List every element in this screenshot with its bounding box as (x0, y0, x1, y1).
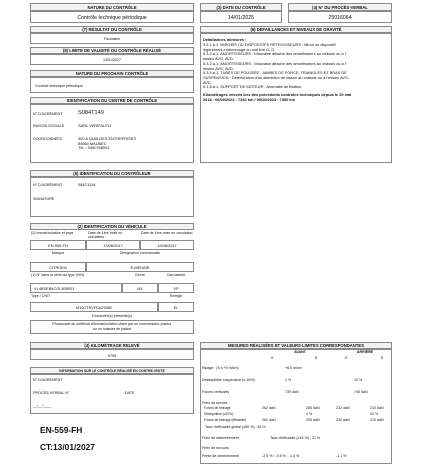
frein-secours-label: Frein de secours (202, 446, 229, 450)
type-cnit-label: Type / CNIT (31, 294, 51, 298)
immat-label: (2) Immatriculation et pays (31, 231, 74, 235)
nature-controle-header: NATURE DU CONTRÔLE (30, 3, 194, 11)
contre-visite-header: INFORMATION SUR LE CONTRÔLE RÉALISÉ EN CONTRE-VISITE (30, 367, 194, 374)
frein-cell-arg: 232 daN (336, 406, 350, 410)
defaillance-line: 5.3.2.a.1. AMORTISSEURS : Mauvaise attache des amortisseurs au châssis ou à l' (203, 60, 347, 66)
sticker-immat: EN-559-FH (40, 425, 83, 435)
avant-header: AVANT (294, 350, 306, 354)
frein-cell-avd: 255 daN (306, 418, 320, 422)
frein-cell-avd: 255 daN (306, 406, 320, 410)
energie-label: Énergie (169, 294, 183, 298)
date-mec2-label: Date de 1ère mise en circulation (141, 231, 193, 235)
genre-value: M1 (122, 283, 158, 293)
raison-sociale-label: RAISON SOCIALE (33, 124, 65, 128)
carrosserie-label: Carrosserie (166, 273, 186, 277)
date-controle-value: 14/01/2025 (200, 11, 282, 23)
frein-row (204, 418, 392, 424)
mesures-header: MESURES RÉALISÉES ET VALEURS LIMITES CORRESPONDANTES (200, 342, 392, 349)
frein-cell-label: Forces de freinage (efficacité) (204, 418, 247, 422)
vin-label: (1) N° dans la série du type (VIN) (31, 273, 84, 277)
defaillances-header: (6) DÉFAILLANCES ET NIVEAUX DE GRAVITÉ (200, 26, 392, 33)
km-history-line: 2018 : 06/09/2023 : 7342 km / 09/10/2023 : 7350 km (203, 97, 295, 102)
defaillance-line: essieu AVG, AVD. (203, 56, 234, 62)
limite-validite-value: 13/01/2027 (30, 54, 194, 65)
arriere-g: G (344, 356, 348, 360)
type-cnit-value: M10CTRVP0A25982 (30, 302, 158, 312)
contre-visite-date-label: DATE (125, 391, 135, 395)
nature-controle-value: Contrôle technique périodique (30, 11, 194, 23)
defaillance-line: 3.3.1.b.1. MIROIRS OU DISPOSITIFS RÉTROVISEURS : Miroir ou dispositif (203, 42, 336, 47)
parallelisme-label: Pente de cheminement (202, 454, 239, 458)
taux-service: Taux d'efficacité global (≥50 %) : 64 % (205, 425, 266, 429)
signature-label: SIGNATURE (33, 197, 55, 201)
frein-cell-ard: 210 daN (370, 418, 384, 422)
ripage-label: Ripage : (5 à +5 m/km) (202, 366, 239, 370)
marque-label: Marque (51, 251, 65, 255)
ripage-value: +6.0 m/km (285, 366, 302, 370)
parallelisme-value: -2.5 % / -0.5 % : -1.4 % (262, 454, 300, 458)
defaillance-line: légèrement endommagé ou mal fixé G, D. (203, 46, 276, 52)
desequilibre-av: 2 % (285, 378, 292, 382)
date-mec-value: 13/06/2017 (86, 240, 140, 250)
carrosserie-value: VP (158, 283, 194, 293)
coordonnees-value (78, 137, 136, 151)
stationnement-value: Taux d'efficacité (≥18 %) : 21 % (270, 436, 321, 440)
avant-d: D (314, 356, 318, 360)
km-value: 9795 (30, 349, 194, 360)
pv-number-header: (4) N° DU PROCÈS-VERBAL (288, 3, 392, 11)
immat-value: EN-559-FH (30, 240, 86, 250)
contre-visite-pv-label: PROCÈS-VERBAL N° (33, 391, 70, 395)
defaillance-line: 6.1.8.a.1. SUPPORT DE MOTEUR : Anomalie de fixation (203, 84, 302, 90)
frein-cell-arg: 232 daN (336, 418, 350, 422)
avant-g: G (270, 356, 274, 360)
forces-av: 739 daN (285, 390, 299, 394)
documents-line1: Photocopie du certificat d'immatriculation visée par un commissaire-priseur (52, 322, 172, 326)
centre-agrement-label: N° D'AGRÉMENT (33, 112, 63, 116)
controleur-agrement-label: N° D'AGRÉMENT (33, 183, 63, 187)
marque-value: CITROEN (30, 262, 86, 272)
designation-label: Désignation commerciale (119, 251, 161, 255)
desequilibre-ar: 10 % (354, 378, 363, 382)
centre-agrement-value: S084T149 (78, 110, 104, 116)
arriere-header: ARRIÈRE (356, 350, 374, 354)
vin-value: VL4BSEB4CGL505001 (30, 283, 122, 293)
frein-cell-avd: 3 % (306, 412, 313, 416)
documents-label: Document(s) présenté(s) (92, 314, 132, 318)
sticker-ct-date: CT:13/01/2027 (40, 442, 95, 452)
arriere-d: D (380, 356, 384, 360)
raison-sociale-value: SARL VERIFAUTO (78, 123, 112, 128)
vehicule-header: (2) IDENTIFICATION DU VÉHICULE (30, 223, 194, 230)
frein-cell-label: Déséquilibre (≤30%) (204, 412, 233, 416)
centre-header: IDENTIFICATION DU CENTRE DE CONTRÔLE (30, 97, 194, 104)
forces-ar: 740 daN (354, 390, 368, 394)
defaillance-line: essieu AVG, AVD. (203, 65, 234, 71)
date-mec-label: Date de 1ère mise en circulation (88, 231, 123, 240)
coordonnees-line: 300 A QUAI DES ENTREPRISES (78, 136, 136, 141)
defaillance-line: 5.3.2.a.1. AMORTISSEURS : Mauvaise attache des amortisseurs au châssis ou à l' (203, 51, 347, 57)
defaillances-list (203, 43, 391, 90)
documents-line2: ou un huissier de justice (92, 327, 132, 331)
prochain-controle-header: NATURE DU PROCHAIN CONTRÔLE (30, 70, 194, 77)
pv-number-value: 25016064 (288, 11, 392, 23)
resultat-value: Favorable (30, 33, 194, 44)
energie-value: EL (158, 302, 194, 312)
frein-cell-ard: 10 % (370, 412, 379, 416)
defaillance-line: AVD. (203, 79, 212, 85)
contre-visite-date-value: __/__/____ (33, 404, 52, 408)
frein-cell-avg: 262 daN (262, 418, 276, 422)
designation-value: E-MEHARI (86, 262, 194, 272)
defaillance-line: SUSPENSION : Détérioration d'un silentbloc de liaison au châssis ou à l'essieu AVG, (203, 74, 350, 80)
defaillances-title: Défaillances mineures : (203, 37, 247, 42)
coordonnees-line: Tél. : 0490768002 (78, 145, 110, 151)
limite-validite-header: (8) LIMITE DE VALIDITÉ DU CONTRÔLE RÉALISÉ (30, 47, 194, 54)
controleur-agrement-value: 084C1118 (78, 182, 96, 187)
contre-visite-agrement-label: N° D'AGRÉMENT (33, 378, 63, 382)
defaillance-line: 5.3.4.a.1. TUBES DE POUSSÉE, JAMBES DE FORCE, TRIANGLES ET BRAS DE (203, 70, 347, 76)
forces-label: Forces verticales (202, 390, 230, 394)
frein-cell-ard: 210 daN (370, 406, 384, 410)
km-header: (4) KILOMÉTRAGE RELEVÉ (30, 342, 194, 349)
desequilibre-label: Déséquilibre suspension (≤ 30%) (202, 378, 255, 382)
genre-label: Genre (135, 273, 145, 277)
coordonnees-label: COORDONNÉES (33, 137, 63, 141)
prochain-controle-value: Contrôle technique périodique (30, 77, 194, 93)
frein-service-title: Frein de service (202, 401, 228, 405)
date-mec2-value: 13/06/2017 (140, 240, 194, 250)
coordonnees-line: 84660 MAUBEC (78, 140, 107, 146)
frein-cell-avg: 262 daN (262, 406, 276, 410)
parallelisme-ar: -1.1 % (336, 454, 347, 458)
km-history-title: Kilométrages relevés lors des précédents contrôles techniques depuis le 20 mai (203, 92, 352, 97)
frein-cell-label: Forces de freinage (204, 406, 231, 410)
resultat-header: (7) RÉSULTAT DU CONTRÔLE (30, 26, 194, 33)
frein-service-rows (204, 406, 392, 424)
controleur-header: (5) IDENTIFICATION DU CONTRÔLEUR (30, 170, 194, 177)
date-controle-header: (3) DATE DU CONTRÔLE (200, 3, 282, 11)
stationnement-label: Frein de stationnement (202, 436, 239, 440)
